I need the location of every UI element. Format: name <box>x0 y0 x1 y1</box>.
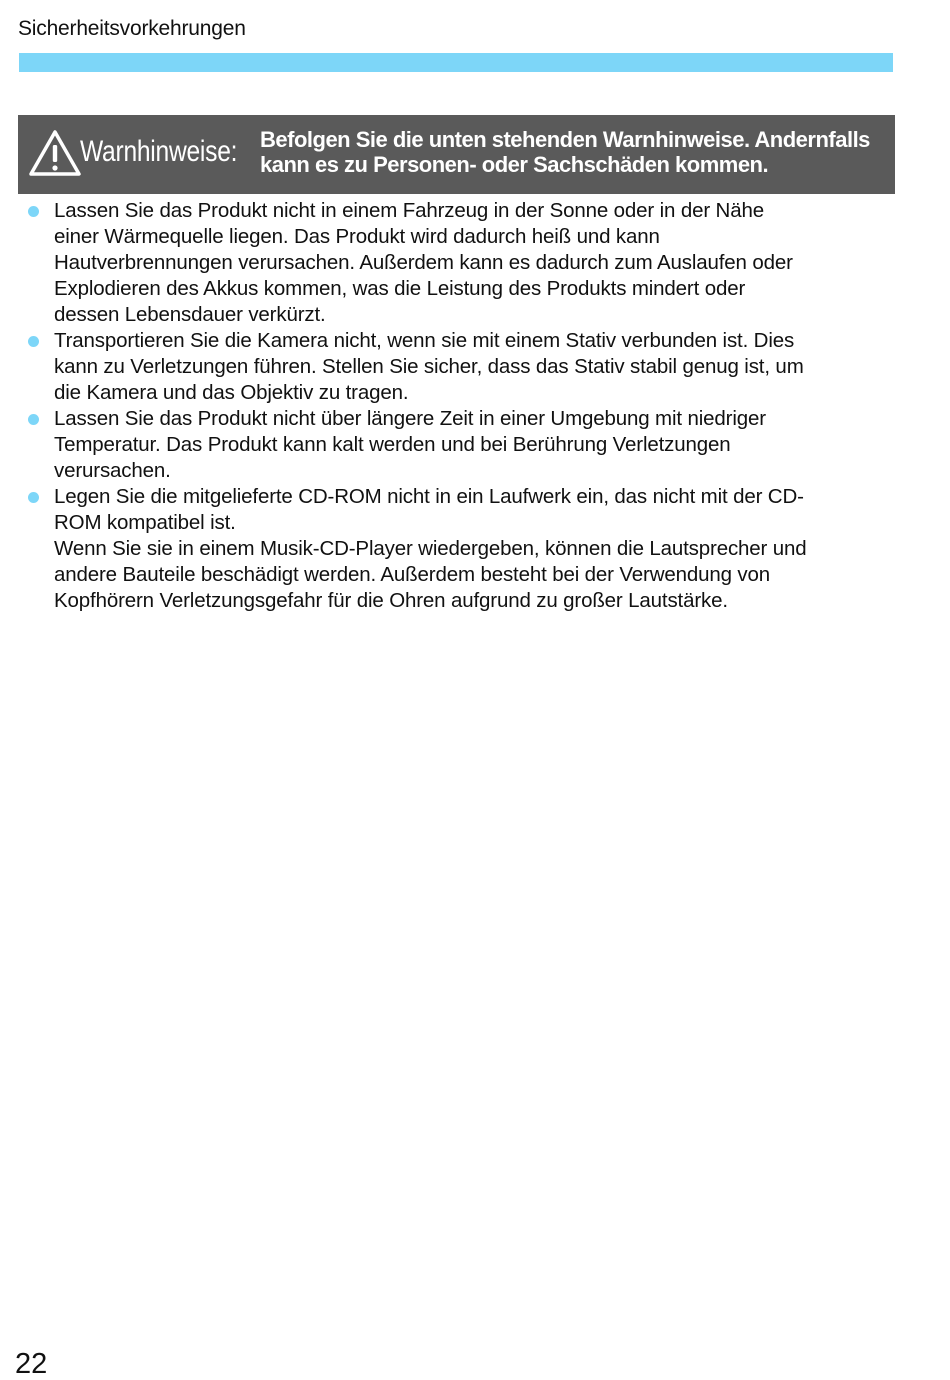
warning-text <box>260 127 885 177</box>
bullet-icon <box>28 206 39 217</box>
list-item-line: die Kamera und das Objektiv zu tragen. <box>54 381 409 404</box>
list-item <box>26 198 896 328</box>
warning-banner <box>18 115 895 194</box>
list-item <box>26 328 896 406</box>
list-item-line: Wenn Sie sie in einem Musik-CD-Player wiedergeben, können die Lautsprecher und <box>54 537 807 560</box>
warning-list <box>26 198 896 614</box>
list-item <box>26 406 896 484</box>
list-item-line: kann zu Verletzungen führen. Stellen Sie sicher, dass das Stativ stabil genug ist, um <box>54 355 804 378</box>
list-item-line: Kopfhörern Verletzungsgefahr für die Ohren aufgrund zu großer Lautstärke. <box>54 589 728 612</box>
list-item-line: einer Wärmequelle liegen. Das Produkt wird dadurch heiß und kann <box>54 225 660 248</box>
list-item-line: dessen Lebensdauer verkürzt. <box>54 303 326 326</box>
list-item-line: Lassen Sie das Produkt nicht über längere Zeit in einer Umgebung mit niedriger <box>54 407 766 430</box>
bullet-icon <box>28 414 39 425</box>
list-item-line: Transportieren Sie die Kamera nicht, wenn sie mit einem Stativ verbunden ist. Dies <box>54 329 795 352</box>
list-item-line: Explodieren des Akkus kommen, was die Leistung des Produkts mindert oder <box>54 277 746 300</box>
warning-label: Warnhinweise: <box>80 135 238 168</box>
section-title: Sicherheitsvorkehrungen <box>18 17 246 40</box>
list-item-line: Legen Sie die mitgelieferte CD-ROM nicht in ein Laufwerk ein, das nicht mit der CD- <box>54 485 804 508</box>
warning-triangle-icon <box>28 129 82 177</box>
page-number: 22 <box>15 1348 48 1380</box>
bullet-icon <box>28 492 39 503</box>
list-item <box>26 484 896 614</box>
list-item-line: ROM kompatibel ist. <box>54 511 236 534</box>
list-item-line: Hautverbrennungen verursachen. Außerdem kann es dadurch zum Auslaufen oder <box>54 251 793 274</box>
list-item-line: andere Bauteile beschädigt werden. Außerdem besteht bei der Verwendung von <box>54 563 770 586</box>
list-item-line: Lassen Sie das Produkt nicht in einem Fahrzeug in der Sonne oder in der Nähe <box>54 199 764 222</box>
bullet-icon <box>28 336 39 347</box>
header-accent-bar <box>19 53 893 72</box>
list-item-line: Temperatur. Das Produkt kann kalt werden und bei Berührung Verletzungen <box>54 433 731 456</box>
list-item-line: verursachen. <box>54 459 171 482</box>
warning-text-line: kann es zu Personen- oder Sachschäden kommen. <box>260 152 769 177</box>
warning-text-line: Befolgen Sie die unten stehenden Warnhinweise. Andernfalls <box>260 127 870 152</box>
